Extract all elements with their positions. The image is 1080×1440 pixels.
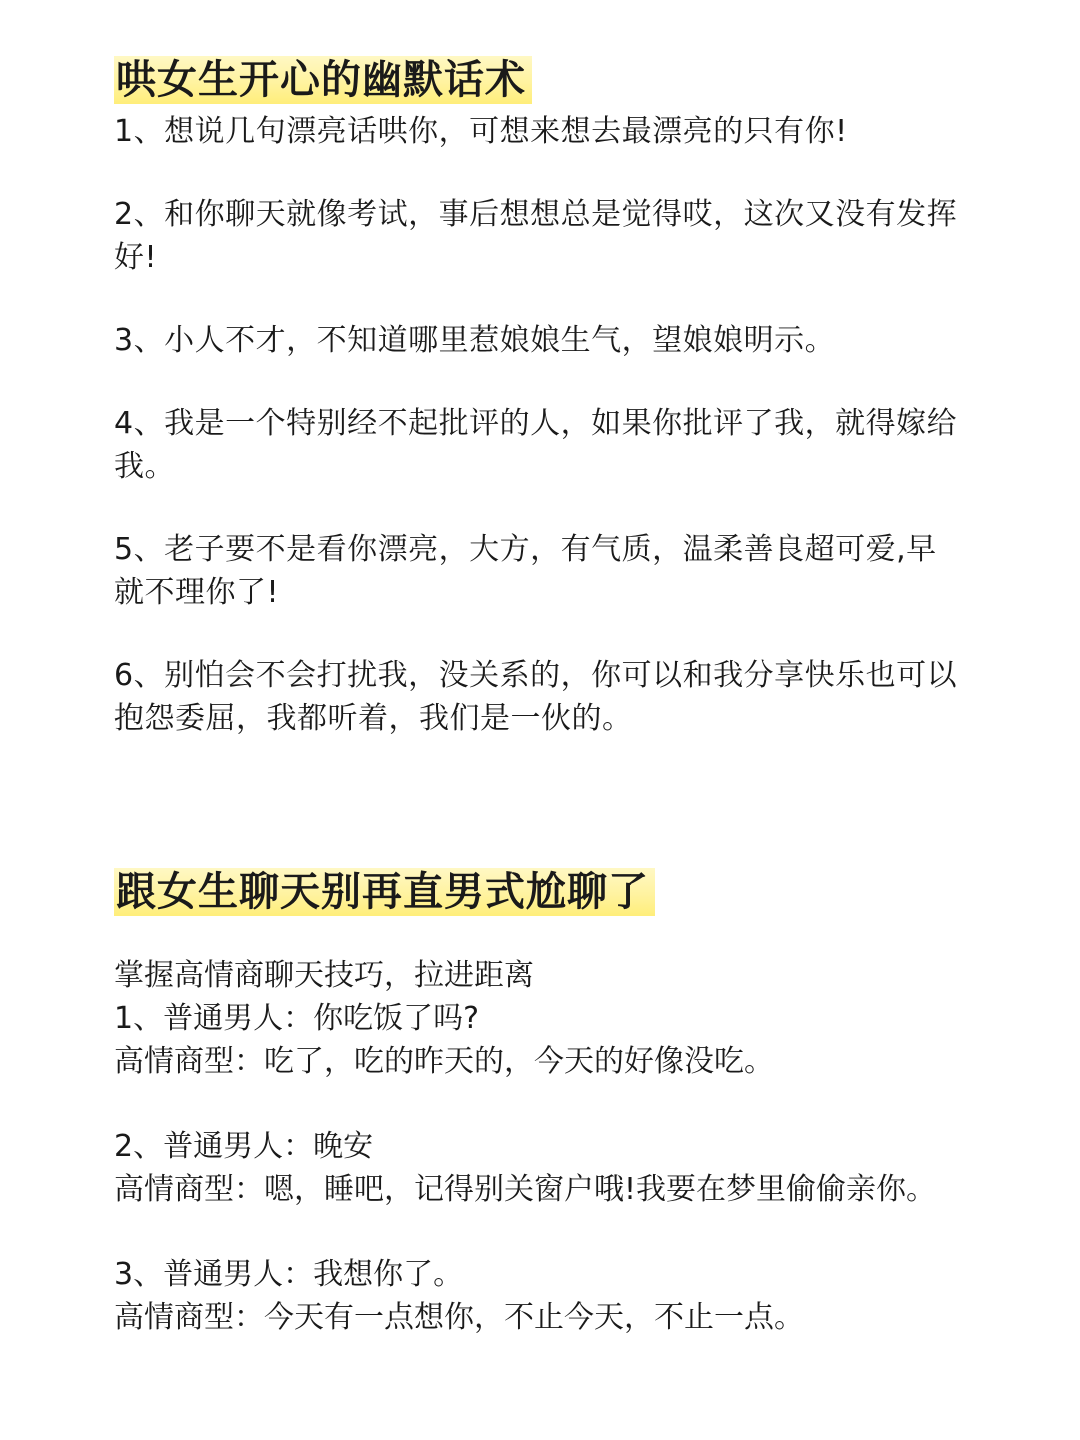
high-eq-line: 高情商型：吃了，吃的昨天的，今天的好像没吃。 [114, 1044, 774, 1079]
dialogue-pair [114, 1125, 964, 1211]
humor-list [114, 110, 964, 740]
ordinary-line: 1、普通男人：你吃饭了吗? [114, 1001, 480, 1036]
section-title-chat: 跟女生聊天别再直男式尬聊了 [114, 868, 655, 916]
ordinary-line: 3、普通男人：我想你了。 [114, 1257, 464, 1292]
ordinary-line: 2、普通男人：晚安 [114, 1129, 374, 1164]
section-chat-tips [114, 868, 964, 1339]
page [114, 48, 964, 1335]
dialogue-list [114, 997, 964, 1339]
dialogue-pair [114, 997, 964, 1083]
high-eq-line: 高情商型：嗯，睡吧，记得别关窗户哦!我要在梦里偷偷亲你。 [114, 1172, 937, 1207]
list-item: 5、老子要不是看你漂亮，大方，有气质，温柔善良超可爱,早就不理你了! [114, 532, 937, 610]
high-eq-line: 高情商型：今天有一点想你，不止今天，不止一点。 [114, 1300, 804, 1335]
list-item: 2、和你聊天就像考试，事后想想总是觉得哎，这次又没有发挥好! [114, 197, 958, 275]
section-humor-lines [114, 48, 964, 740]
list-item: 3、小人不才，不知道哪里惹娘娘生气，望娘娘明示。 [114, 323, 836, 358]
list-item: 4、我是一个特别经不起批评的人，如果你批评了我，就得嫁给我。 [114, 406, 958, 484]
list-item: 1、想说几句漂亮话哄你，可想来想去最漂亮的只有你! [114, 114, 848, 149]
dialogue-pair [114, 1253, 964, 1339]
section-intro: 掌握高情商聊天技巧，拉进距离 [114, 958, 534, 993]
list-item: 6、别怕会不会打扰我，没关系的，你可以和我分享快乐也可以抱怨委屈，我都听着，我们是一伙的。 [114, 658, 958, 736]
section-title-humor: 哄女生开心的幽默话术 [114, 56, 532, 104]
